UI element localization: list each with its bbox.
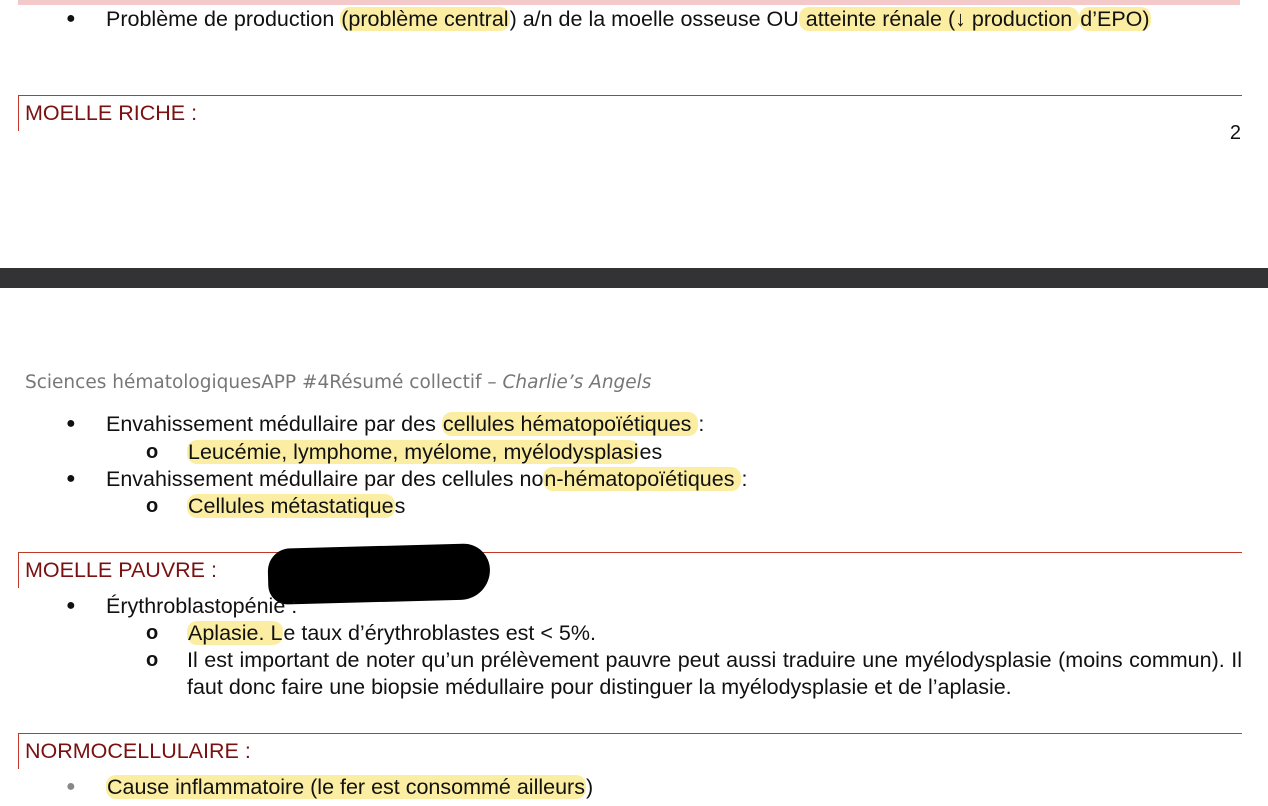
- highlighted-text: (problème central: [341, 7, 509, 31]
- section-title: NORMOCELLULAIRE :: [25, 739, 251, 763]
- sub-bullet-text: [187, 620, 596, 646]
- section-title: MOELLE RICHE :: [25, 101, 198, 125]
- bullet-icon: ●: [66, 597, 76, 614]
- redaction-mark: [267, 543, 490, 605]
- text-run: :: [741, 467, 748, 491]
- sub-bullet-icon: o: [146, 495, 159, 517]
- section-moelle-riche: [18, 95, 1242, 131]
- sub-bullet-paragraph: Il est important de noter qu’un prélèvement pauvre peut aussi traduire une myélodysplasie (moins commun). Il faut donc faire une biopsie médullaire pour distinguer la myélodysplasie et de l’aplasie.: [187, 648, 1242, 699]
- text-run: Envahissement médullaire par des cellules no: [106, 467, 544, 491]
- page-separator: [0, 268, 1268, 288]
- document-page-2: [0, 0, 1268, 268]
- highlighted-text: cellules hématopoïétiques: [442, 412, 698, 436]
- text-run: Envahissement médullaire par des: [106, 412, 442, 436]
- sub-bullet-icon: o: [146, 622, 159, 644]
- bullet-text-erythroblastopenie: Érythroblastopénie :: [106, 594, 298, 618]
- header-text: Sciences hématologiquesAPP #4Résumé collectif –: [25, 372, 503, 393]
- section-normocellulaire: [18, 733, 1242, 769]
- page-header: [25, 372, 651, 393]
- text-run: e taux d’érythroblastes est < 5%.: [283, 621, 596, 645]
- header-italic: Charlie’s Angels: [502, 372, 652, 393]
- bullet-icon: ●: [66, 10, 76, 27]
- bullet-icon: ●: [66, 470, 76, 487]
- document-page-3: [0, 288, 1268, 806]
- text-run: es: [639, 440, 663, 464]
- text-run: Problème de production: [106, 7, 341, 31]
- highlighted-text: Aplasie. L: [188, 621, 283, 645]
- sub-bullet-icon: o: [146, 649, 159, 671]
- highlighted-text: Cause inflammatoire (le fer est consommé ailleurs: [107, 775, 585, 799]
- highlighted-text: Cellules métastatique: [188, 494, 394, 518]
- text-run: :: [698, 412, 705, 436]
- sub-bullet-text: [187, 439, 662, 465]
- bullet-icon: ●: [66, 415, 76, 432]
- highlight-strip: [18, 0, 1240, 5]
- sub-bullet-icon: o: [146, 441, 159, 463]
- bullet-text-production: [106, 6, 1242, 33]
- text-run: ): [585, 775, 594, 799]
- text-run: ) a/n de la moelle osseuse OU: [509, 7, 799, 31]
- highlighted-text: n-hématopoïétiques: [544, 467, 741, 491]
- bullet-text-non-hematopoietic: [106, 466, 747, 492]
- bullet-icon: ●: [66, 778, 76, 795]
- highlighted-text: d’EPO): [1080, 7, 1150, 31]
- bullet-text-hematopoietic: [106, 411, 704, 437]
- page-number: 2: [1229, 122, 1241, 144]
- sub-bullet-text: [187, 493, 405, 519]
- highlighted-text: Leucémie, lymphome, myélome, myélodysplasi: [188, 440, 639, 464]
- bullet-text-inflammatoire: [106, 774, 593, 800]
- section-title: MOELLE PAUVRE :: [25, 558, 217, 582]
- highlighted-text: atteinte rénale (↓ production: [799, 7, 1079, 31]
- text-run: s: [394, 494, 406, 518]
- section-moelle-pauvre: [18, 552, 1242, 588]
